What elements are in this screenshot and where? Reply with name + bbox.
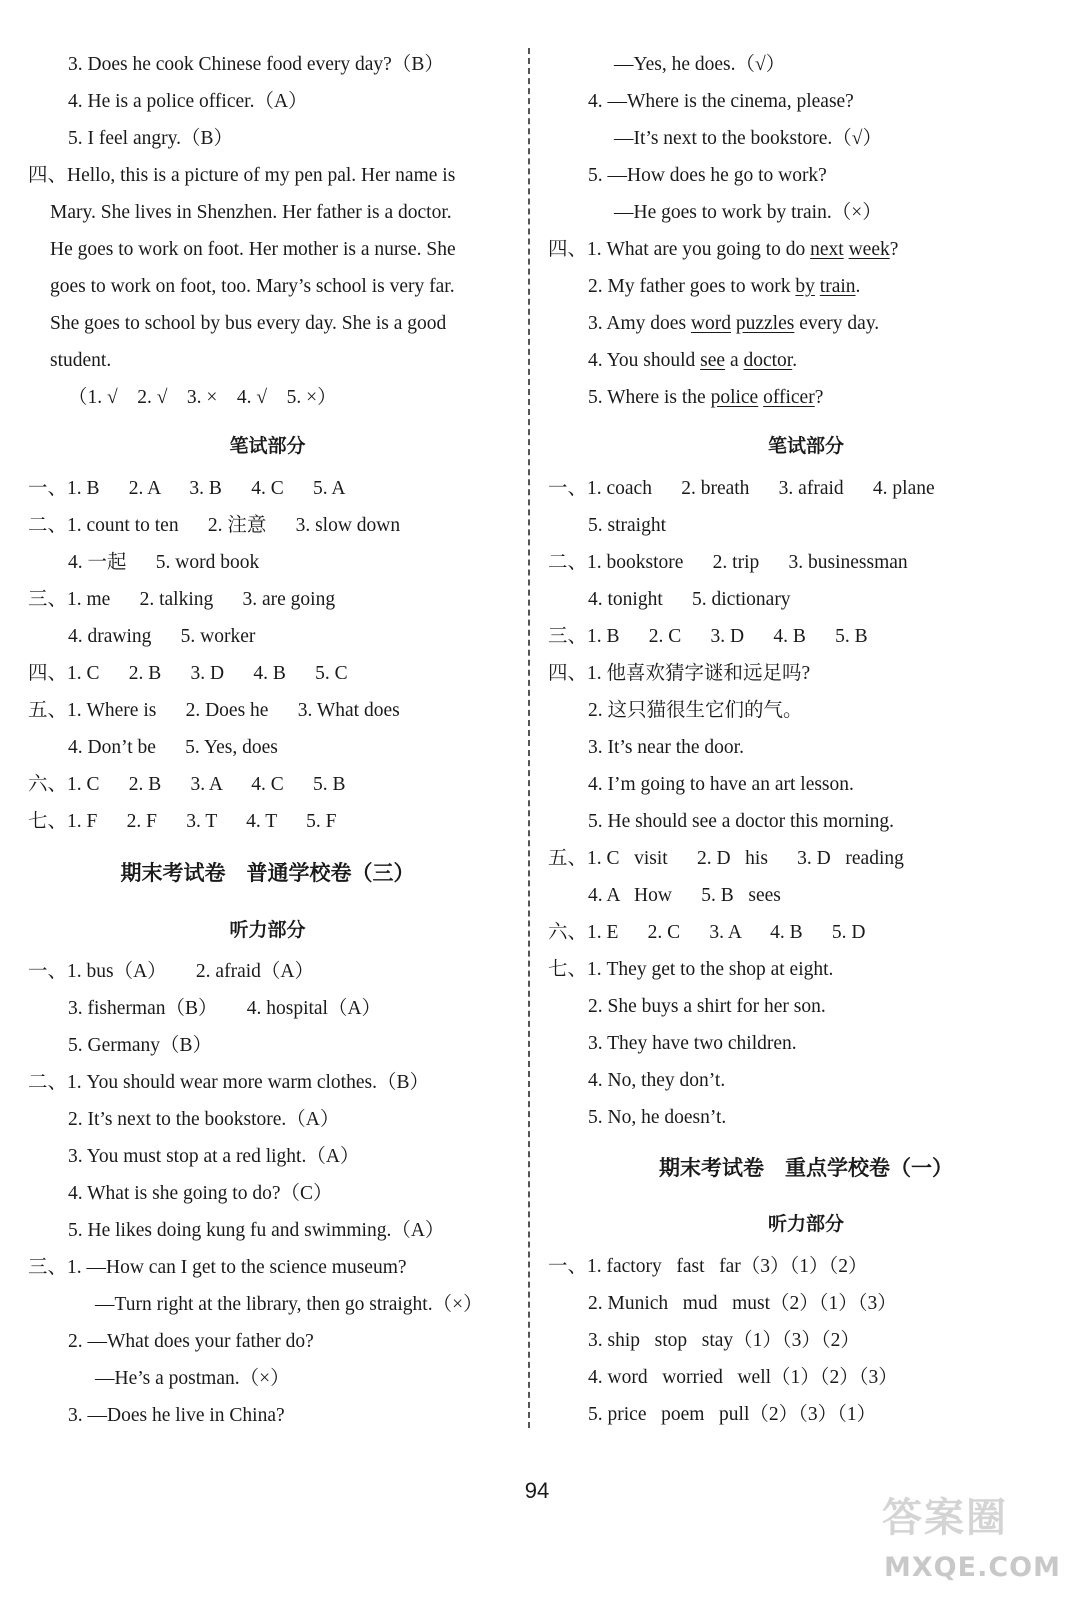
answer-line: 5. —How does he go to work? — [588, 165, 827, 186]
answer-line: 3. They have two children. — [588, 1033, 797, 1054]
answer-line: 二、1. count to ten 2. 注意 3. slow down — [28, 515, 401, 536]
answer-line: 二、1. You should wear more warm clothes.（B） — [28, 1072, 429, 1093]
exam-title: 期末考试卷 重点学校卷（一） — [659, 1156, 953, 1180]
watermark — [878, 1486, 1068, 1596]
answer-line: 2. 这只猫很生它们的气。 — [588, 700, 803, 721]
answer-line: —Yes, he does.（√） — [614, 54, 786, 75]
answer-line: 5. I feel angry.（B） — [68, 128, 233, 149]
passage-line: She goes to school by bus every day. She is a good — [50, 313, 447, 334]
answer-line: 三、1. —How can I get to the science museum? — [28, 1257, 407, 1278]
underlined-word: word — [690, 313, 731, 334]
underlined-word: police — [710, 387, 759, 408]
page-number: 94 — [524, 1478, 550, 1503]
answer-line: 4. A How 5. B sees — [588, 885, 781, 906]
answer-line: 3. You must stop at a red light.（A） — [68, 1146, 360, 1167]
answer-line: 3. ship stop stay（1）（3）（2） — [588, 1330, 860, 1351]
answer-line: 五、1. C visit 2. D his 3. D reading — [548, 848, 904, 869]
sentence-text: . — [792, 350, 798, 371]
answer-line: 4. No, they don’t. — [588, 1070, 726, 1091]
passage-line: Mary. She lives in Shenzhen. Her father is a doctor. — [50, 202, 452, 223]
answer-line: 一、1. bus（A） 2. afraid（A） — [28, 961, 314, 982]
answer-line: 五、1. Where is 2. Does he 3. What does — [28, 700, 400, 721]
answer-line: —He goes to work by train.（×） — [614, 202, 882, 223]
answer-line: 4. I’m going to have an art lesson. — [588, 774, 854, 795]
underlined-word: train — [819, 276, 856, 297]
sentence-text: 四、1. What are you going to do — [548, 239, 811, 260]
answer-line: 四、1. C 2. B 3. D 4. B 5. C — [28, 663, 348, 684]
answer-line: （1. √ 2. √ 3. × 4. √ 5. ×） — [68, 387, 337, 408]
sentence-answer — [588, 342, 797, 379]
answer-line: 四、1. 他喜欢猜字谜和远足吗? — [548, 663, 811, 684]
sentence-answer — [588, 379, 823, 416]
answer-line: 一、1. factory fast far（3）（1）（2） — [548, 1256, 868, 1277]
answer-line: 4. Don’t be 5. Yes, does — [68, 737, 278, 758]
section-heading: 听力部分 — [767, 1213, 844, 1235]
exam-title: 期末考试卷 普通学校卷（三） — [120, 861, 415, 885]
sentence-answer — [588, 268, 860, 305]
sentence-text: every day. — [794, 313, 880, 334]
passage-line: student. — [50, 350, 112, 371]
answer-line: 4. tonight 5. dictionary — [588, 589, 791, 610]
answer-line: 三、1. B 2. C 3. D 4. B 5. B — [548, 626, 868, 647]
sentence-text: 4. You should — [588, 350, 701, 371]
answer-line: 5. He should see a doctor this morning. — [588, 811, 894, 832]
sentence-text: ? — [814, 387, 824, 408]
column-divider — [528, 48, 530, 1428]
underlined-word: doctor — [743, 350, 793, 371]
answer-line: 3. Does he cook Chinese food every day?（B） — [68, 54, 444, 75]
answer-line: 六、1. E 2. C 3. A 4. B 5. D — [548, 922, 866, 943]
answer-line: —Turn right at the library, then go straight.（×） — [95, 1294, 483, 1315]
watermark-text: MXQE.COM — [884, 1552, 1061, 1583]
answer-line: 3. fisherman（B） 4. hospital（A） — [68, 998, 382, 1019]
passage-line: 四、Hello, this is a picture of my pen pal. Her name is — [28, 165, 456, 186]
underlined-word: see — [700, 350, 726, 371]
answer-line: 4. What is she going to do?（C） — [68, 1183, 333, 1204]
answer-line: 4. —Where is the cinema, please? — [588, 91, 854, 112]
answer-line: 2. She buys a shirt for her son. — [588, 996, 826, 1017]
underlined-word: officer — [763, 387, 815, 408]
watermark-logo: 答案圈 — [882, 1495, 1008, 1541]
answer-line: 三、1. me 2. talking 3. are going — [28, 589, 336, 610]
sentence-text: a — [725, 350, 744, 371]
sentence-text: 3. Amy does — [588, 313, 691, 334]
section-heading: 听力部分 — [229, 919, 306, 941]
underlined-word: next — [810, 239, 844, 260]
answer-line: 4. 一起 5. word book — [68, 552, 260, 573]
underlined-word: by — [795, 276, 815, 297]
answer-line: 一、1. B 2. A 3. B 4. C 5. A — [28, 478, 346, 499]
answer-line: 4. word worried well（1）（2）（3） — [588, 1367, 898, 1388]
answer-line: —He’s a postman.（×） — [95, 1368, 290, 1389]
sentence-text: 2. My father goes to work — [588, 276, 796, 297]
answer-line: 六、1. C 2. B 3. A 4. C 5. B — [28, 774, 346, 795]
answer-line: 5. straight — [588, 515, 666, 536]
section-heading: 笔试部分 — [229, 435, 306, 457]
sentence-answer — [548, 231, 898, 268]
underlined-word: puzzles — [735, 313, 795, 334]
answer-line: 2. It’s next to the bookstore.（A） — [68, 1109, 340, 1130]
sentence-text: 5. Where is the — [588, 387, 711, 408]
answer-line: 2. Munich mud must（2）（1）（3） — [588, 1293, 897, 1314]
answer-line: 5. price poem pull（2）（3）（1） — [588, 1404, 877, 1425]
sentence-answer — [588, 305, 879, 342]
answer-line: 5. Germany（B） — [68, 1035, 213, 1056]
passage-line: goes to work on foot, too. Mary’s school is very far. — [50, 276, 455, 297]
sentence-text: . — [855, 276, 861, 297]
answer-line: 2. —What does your father do? — [68, 1331, 314, 1352]
answer-line: 4. drawing 5. worker — [68, 626, 256, 647]
answer-line: 七、1. They get to the shop at eight. — [548, 959, 834, 980]
underlined-word: week — [848, 239, 890, 260]
answer-line: 七、1. F 2. F 3. T 4. T 5. F — [28, 811, 337, 832]
sentence-text: ? — [889, 239, 899, 260]
answer-line: 5. He likes doing kung fu and swimming.（A） — [68, 1220, 445, 1241]
answer-line: 3. —Does he live in China? — [68, 1405, 285, 1426]
answer-line: 3. It’s near the door. — [588, 737, 744, 758]
answer-line: —It’s next to the bookstore.（√） — [614, 128, 882, 149]
answer-line: 一、1. coach 2. breath 3. afraid 4. plane — [548, 478, 935, 499]
section-heading: 笔试部分 — [767, 435, 844, 457]
answer-line: 4. He is a police officer.（A） — [68, 91, 308, 112]
passage-line: He goes to work on foot. Her mother is a nurse. She — [50, 239, 456, 260]
answer-line: 5. No, he doesn’t. — [588, 1107, 727, 1128]
answer-line: 二、1. bookstore 2. trip 3. businessman — [548, 552, 908, 573]
